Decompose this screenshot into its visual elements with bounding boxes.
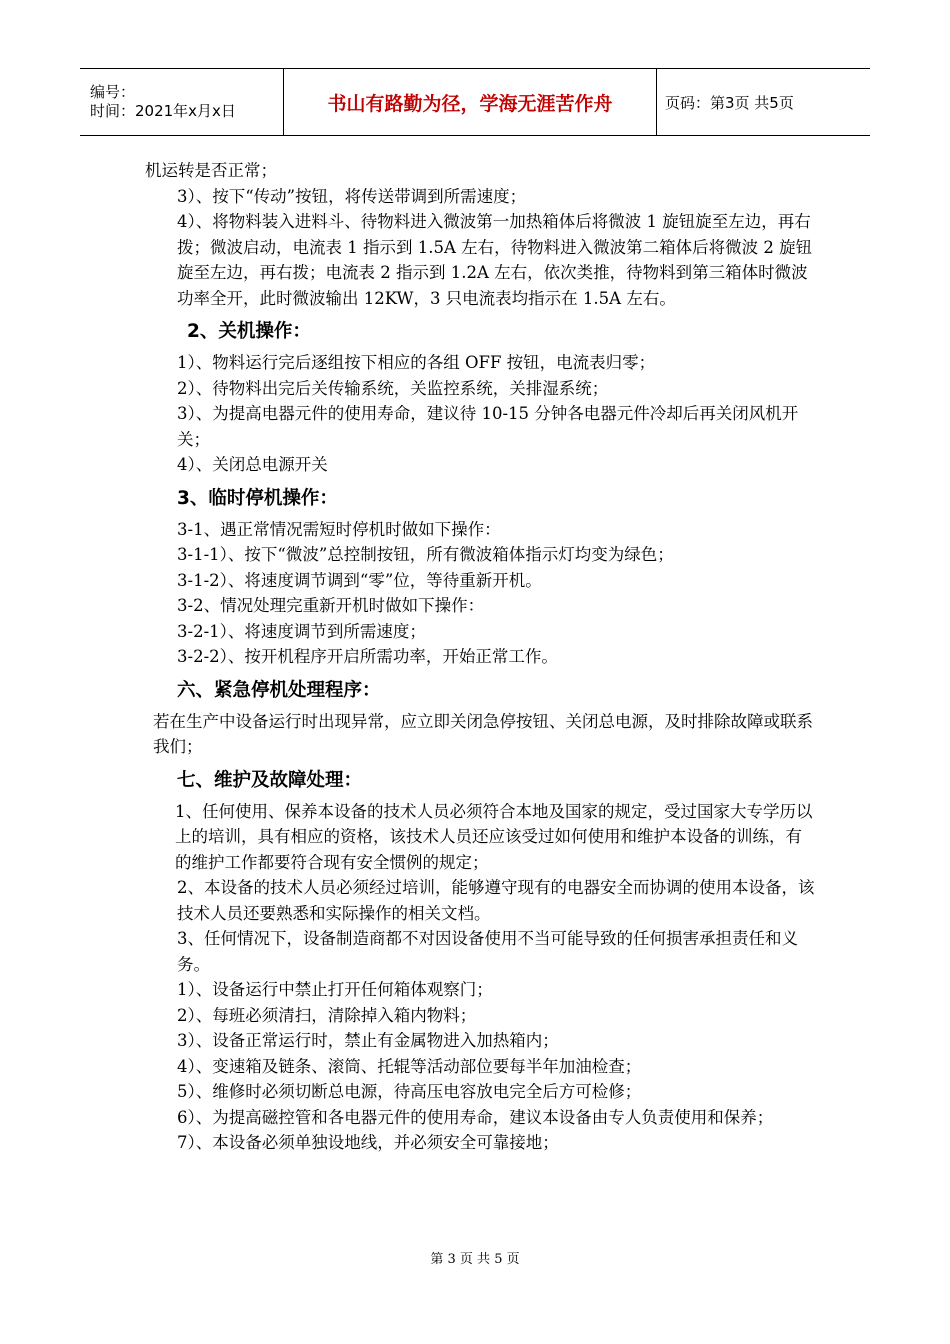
list-item: 3）、为提高电器元件的使用寿命，建议待 10-15 分钟各电器元件冷却后再关闭风机开关；: [177, 404, 799, 449]
paragraph: 机运转是否正常；: [145, 161, 277, 180]
list-item: 3）、设备正常运行时，禁止有金属物进入加热箱内；: [177, 1031, 559, 1050]
section-heading-temp-stop: 3、临时停机操作：: [177, 487, 338, 509]
header-meta: [80, 69, 283, 135]
paragraph: 2、本设备的技术人员必须经过培训，能够遵守现有的电器安全而协调的使用本设备，该技术人员还要熟悉和实际操作的相关文档。: [177, 878, 815, 923]
header-motto-cell: [283, 69, 657, 135]
header-page-info: 页码：第3页 共5页: [665, 93, 794, 112]
page-footer: 第 3 页 共 5 页: [430, 1252, 520, 1267]
list-item: 3）、按下“传动”按钮，将传送带调到所需速度；: [177, 186, 527, 206]
list-item: 1）、设备运行中禁止打开任何箱体观察门；: [177, 980, 493, 999]
document-body: [145, 158, 815, 1156]
list-item: 4）、将物料装入进料斗、待物料进入微波第一加热箱体后将微波 1 旋钮旋至左边，再右拨；微波启动，电流表 1 指示到 1.5A 左右，待物料进入微波第二箱体后将微波 2 旋钮旋至左边，再右拨；电流表 2 指示到 1.2A 左右，依次类推，待物料到第三箱体时微波功率全开，此时微波输出 12KW，3 只电流表均指示在 1.5A 左右。: [177, 212, 813, 308]
document-number: 编号：: [90, 83, 136, 101]
section-heading-shutdown: 2、关机操作：: [187, 321, 311, 342]
list-item: 3-2-1）、将速度调节到所需速度；: [177, 621, 426, 641]
list-item: 3-1-1）、按下“微波”总控制按钮，所有微波箱体指示灯均变为绿色；: [177, 545, 674, 564]
list-item: 2）、每班必须清扫，清除掉入箱内物料；: [177, 1005, 477, 1025]
paragraph: 若在生产中设备运行时出现异常，应立即关闭急停按钮、关闭总电源，及时排除故障或联系我们；: [153, 711, 813, 756]
list-item: 4）、变速箱及链条、滚筒、托辊等活动部位要每半年加油检查；: [177, 1056, 642, 1076]
paragraph: 1、任何使用、保养本设备的技术人员必须符合本地及国家的规定，受过国家大专学历以上的培训，具有相应的资格，该技术人员还应该受过如何使用和维护本设备的训练，有的维护工作都要符合现有安全惯例的规定；: [175, 801, 813, 872]
list-item: 4）、关闭总电源开关: [177, 455, 328, 474]
page-header: [80, 68, 870, 136]
list-item: 1）、物料运行完后逐组按下相应的各组 OFF 按钮，电流表归零；: [177, 353, 656, 372]
paragraph: 3、任何情况下，设备制造商都不对因设备使用不当可能导致的任何损害承担责任和义务。: [177, 929, 798, 974]
section-heading-maintenance: 七、维护及故障处理：: [177, 769, 363, 791]
list-item: 3-1-2）、将速度调节调到“零”位，等待重新开机。: [177, 570, 542, 590]
list-item: 3-2、情况处理完重新开机时做如下操作：: [177, 596, 485, 615]
document-date: 时间：2021年x月x日: [90, 102, 236, 120]
section-heading-emergency: 六、紧急停机处理程序：: [177, 679, 381, 701]
list-item: 3-1、遇正常情况需短时停机时做如下操作：: [177, 519, 501, 539]
list-item: 7）、本设备必须单独设地线，并必须安全可靠接地；: [177, 1133, 559, 1152]
list-item: 2）、待物料出完后关传输系统，关监控系统，关排湿系统；: [177, 378, 609, 398]
list-item: 6）、为提高磁控管和各电器元件的使用寿命，建议本设备由专人负责使用和保养；: [177, 1107, 774, 1127]
list-item: 5）、维修时必须切断总电源，待高压电容放电完全后方可检修；: [177, 1082, 642, 1101]
header-motto: 书山有路勤为径，学海无涯苦作舟: [327, 92, 613, 115]
list-item: 3-2-2）、按开机程序开启所需功率，开始正常工作。: [177, 647, 558, 666]
